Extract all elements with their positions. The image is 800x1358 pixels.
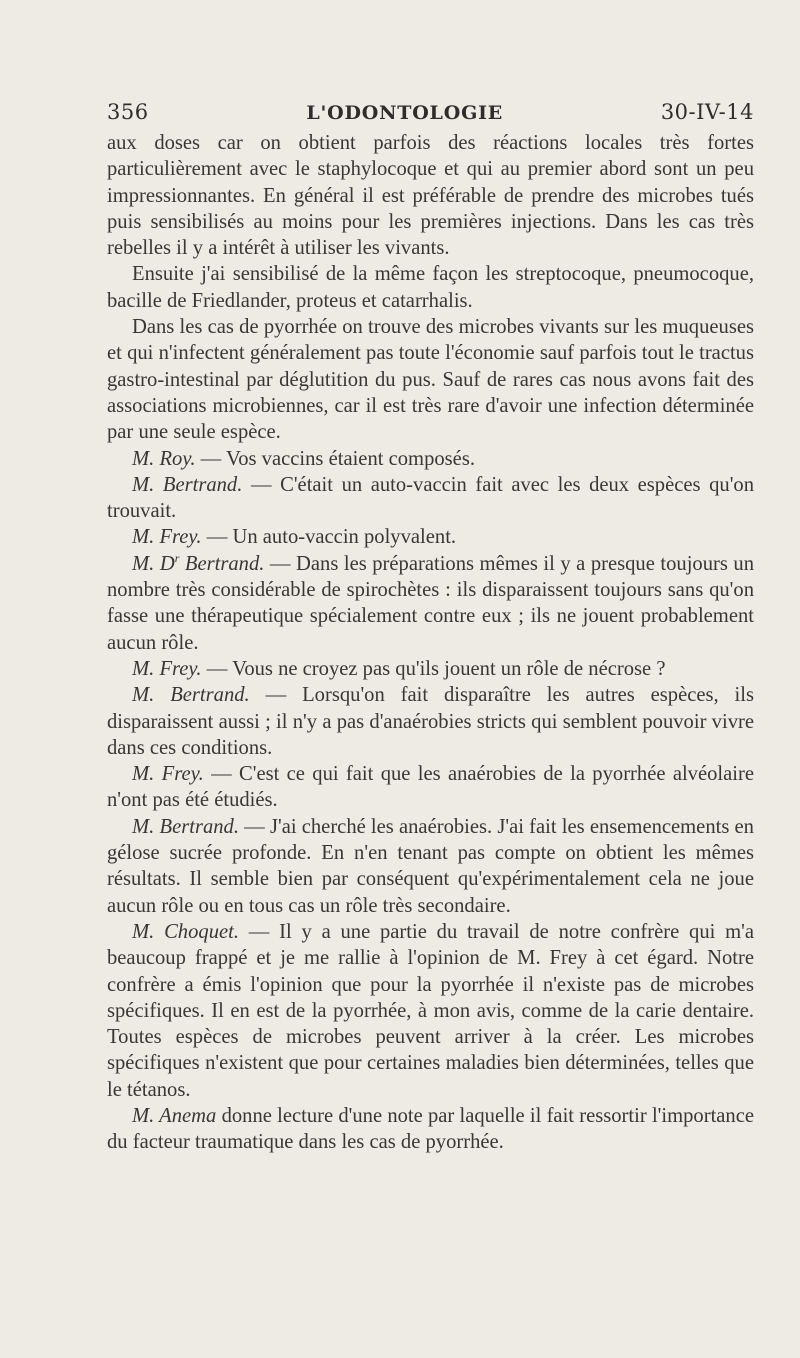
speech-text: — C'est ce qui fait que les anaérobies de la pyorrhée alvéolaire n'ont pas été étudiés.	[107, 763, 754, 812]
paragraph: Ensuite j'ai sensibilisé de la même façon les streptocoque, pneumocoque, bacille de Friedlander, proteus et catarrhalis.	[107, 263, 754, 312]
dialogue-entry	[107, 656, 754, 682]
dialogue-entry	[107, 524, 754, 550]
paragraph: aux doses car on obtient parfois des réactions locales très fortes particulièrement avec le staphylocoque et qui au premier abord sont un peu impressionnantes. En général il est préférable de prendre des microbes tués puis sensibilisés au moins pour les premières injections. Dans les cas très rebelles il y a intérêt à utiliser les vivants.	[107, 132, 754, 260]
speaker-name: M. Frey.	[132, 657, 202, 680]
speech-text: donne lecture d'une note par laquelle il fait ressortir l'importance du facteur traumatique dans les cas de pyorrhée.	[107, 1104, 755, 1154]
speaker-surname: Bertrand.	[179, 552, 265, 575]
speaker-name: M. Bertrand.	[132, 684, 250, 707]
dialogue-entry	[107, 761, 754, 814]
speaker-title-superscript: r	[174, 550, 180, 565]
paragraph: Dans les cas de pyorrhée on trouve des microbes vivants sur les muqueuses et qui n'infectent généralement pas toute l'économie sauf parfois tout le tractus gastro-intestinal par déglutition du pus. Sauf de rares cas nous avons fait des associations microbiennes, car il est très rare d'avoir une infection déterminée par une seule espèce.	[107, 316, 754, 444]
article-body	[107, 130, 754, 1156]
speech-text: — C'était un auto-vaccin fait avec les deux espèces qu'on trouvait.	[107, 473, 755, 523]
speaker-name	[132, 550, 265, 575]
dialogue-entry	[107, 472, 754, 525]
dialogue-entry	[107, 919, 754, 1103]
speaker-name: M. Bertrand.	[132, 473, 243, 496]
dialogue-entry	[107, 814, 754, 919]
speaker-name: M. Anema	[132, 1104, 217, 1127]
speaker-name: M. Choquet.	[132, 920, 240, 943]
dialogue-entry	[107, 1103, 754, 1156]
dialogue-entry	[107, 446, 754, 472]
speech-text: — Vous ne croyez pas qu'ils jouent un rôle de nécrose ?	[201, 657, 666, 680]
speech-text: — Un auto-vaccin polyvalent.	[201, 526, 457, 549]
dialogue-entry	[107, 551, 754, 656]
speech-text: — J'ai cherché les anaérobies. J'ai fait les ensemencements en gélose sucrée profonde. En n'en tenant pas compte on obtient les mêmes résultats. Il semble bien par conséquent qu'expérimentalement cela ne joue aucun rôle ou en tous cas un rôle très secondaire.	[107, 815, 754, 917]
speaker-prefix: M. D	[132, 552, 175, 575]
speech-text: — Dans les préparations mêmes il y a presque toujours un nombre très considérable de spirochètes : ils disparaissent toujours sans qu'on fasse une thérapeutique spécialement contre eux ; ils ne jouent probablement aucun rôle.	[107, 552, 755, 654]
speech-text: — Vos vaccins étaient composés.	[195, 447, 475, 470]
page-header	[107, 100, 754, 124]
speech-text: — Lorsqu'on fait disparaître les autres espèces, ils disparaissent aussi ; il n'y a pas d'anaérobies stricts qui semblent pouvoir vivre dans ces conditions.	[107, 684, 754, 759]
issue-date: 30-IV-14	[660, 100, 754, 124]
speech-text: — Il y a une partie du travail de notre confrère qui m'a beaucoup frappé et je me rallie à l'opinion de M. Frey à cet égard. Notre confrère a émis l'opinion que pour la pyorrhée il n'existe pas de microbes spécifiques. Il en est de la pyorrhée, à mon avis, comme de la carie dentaire. Toutes espèces de microbes peuvent arriver à la créer. Les microbes spécifiques n'existent que pour certaines maladies bien déterminées, telles que le tétanos.	[107, 920, 754, 1101]
speaker-name: M. Frey.	[132, 526, 202, 549]
speaker-name: M. Roy.	[132, 447, 196, 470]
journal-title: L'ODONTOLOGIE	[306, 102, 504, 124]
page-number: 356	[107, 100, 149, 124]
speaker-name: M. Frey.	[132, 763, 204, 786]
dialogue-entry	[107, 682, 754, 761]
speaker-name: M. Bertrand.	[132, 815, 239, 838]
